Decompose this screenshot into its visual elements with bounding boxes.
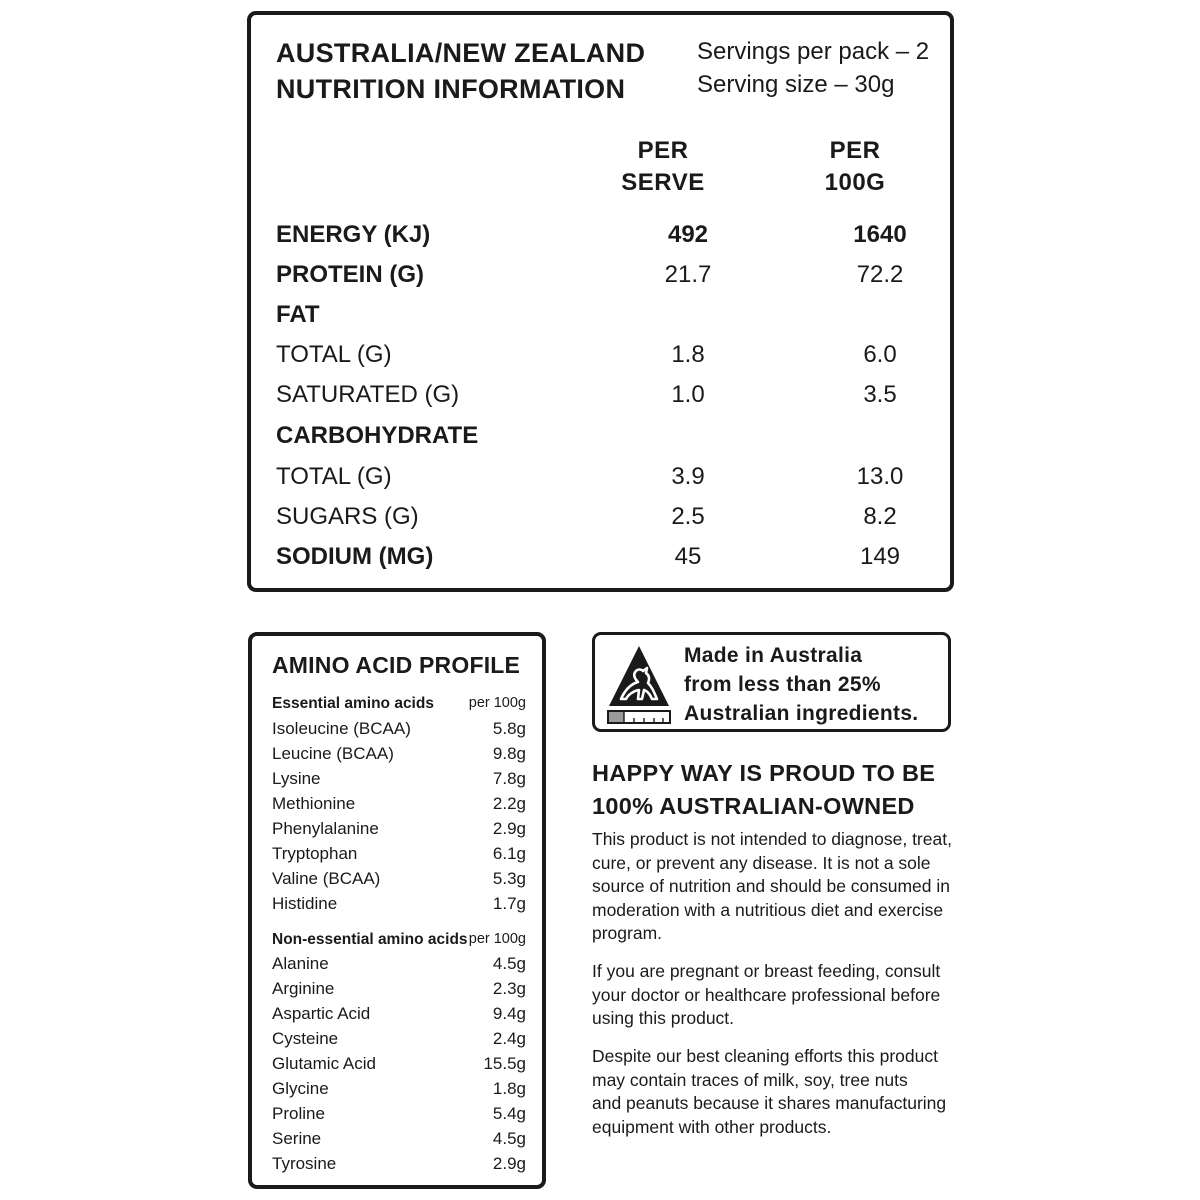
amino-value: 7.8g	[492, 769, 526, 788]
made-in-line3: Australian ingredients.	[684, 702, 919, 725]
nutrition-row-fat-saturated	[276, 375, 936, 415]
amino-value: 4.5g	[492, 954, 526, 973]
amino-name: Valine (BCAA)	[272, 869, 381, 888]
value-per-serve: 3.9	[671, 463, 705, 490]
nonessential-unit-label: per 100g	[468, 931, 526, 947]
column-header-per-100g-line2: 100G	[824, 169, 886, 196]
disclaimer-line: your doctor or healthcare professional before	[592, 984, 941, 1005]
amino-name: Cysteine	[272, 1029, 339, 1048]
made-in-australia-badge	[592, 632, 951, 732]
nutrient-label: FAT	[276, 301, 320, 328]
amino-name: Lysine	[272, 769, 321, 788]
value-per-serve: 2.5	[671, 503, 705, 530]
amino-name: Serine	[272, 1129, 322, 1148]
amino-name: Proline	[272, 1104, 325, 1123]
amino-row	[272, 791, 526, 816]
value-per-100g: 149	[859, 543, 901, 570]
australian-owned-heading-line1: HAPPY WAY IS PROUD TO BE	[592, 760, 936, 786]
disclaimer-line: equipment with other products.	[592, 1116, 832, 1137]
value-per-100g: 72.2	[856, 261, 904, 288]
amino-value: 1.7g	[492, 894, 526, 913]
amino-acid-profile-panel	[248, 632, 546, 1189]
value-per-100g: 1640	[853, 221, 907, 248]
column-header-per-100g-line1: PER	[829, 137, 881, 164]
nutrition-row-fat-total	[276, 335, 936, 375]
value-per-serve: 1.0	[671, 381, 705, 408]
australian-owned-heading-line2: 100% AUSTRALIAN-OWNED	[592, 793, 915, 819]
amino-row	[272, 1151, 526, 1176]
made-in-line2: from less than 25%	[684, 673, 881, 696]
nutrient-label: PROTEIN (G)	[276, 261, 424, 288]
nutrition-title-line1: AUSTRALIA/NEW ZEALAND	[276, 38, 646, 68]
nutrition-row-carbohydrate-total	[276, 457, 936, 497]
disclaimer-line: cure, or prevent any disease. It is not a sole	[592, 852, 931, 873]
amino-row	[272, 1051, 526, 1076]
nonessential-heading-label: Non-essential amino acids	[272, 931, 468, 948]
disclaimer-paragraph-pregnancy	[592, 960, 962, 1031]
amino-name: Tyrosine	[272, 1154, 337, 1173]
essential-heading-label: Essential amino acids	[272, 695, 434, 712]
amino-name: Tryptophan	[272, 844, 358, 863]
amino-title: AMINO ACID PROFILE	[272, 652, 521, 678]
disclaimer-line: using this product.	[592, 1008, 735, 1028]
amino-name: Phenylalanine	[272, 819, 379, 838]
amino-name: Histidine	[272, 894, 338, 913]
amino-row	[272, 951, 526, 976]
made-in-line1: Made in Australia	[684, 644, 863, 667]
nutrient-label: SUGARS (G)	[276, 503, 419, 530]
amino-value: 5.4g	[492, 1104, 526, 1123]
amino-name: Glycine	[272, 1079, 329, 1098]
amino-row	[272, 1101, 526, 1126]
column-header-per-serve-line2: SERVE	[621, 169, 705, 196]
disclaimer-line: may contain traces of milk, soy, tree nuts	[592, 1069, 908, 1090]
amino-value: 15.5g	[483, 1054, 526, 1073]
amino-name: Methionine	[272, 794, 356, 813]
disclaimer-line: This product is not intended to diagnose, treat,	[592, 829, 952, 849]
essential-amino-heading	[272, 691, 526, 716]
amino-value: 9.4g	[492, 1004, 526, 1023]
nutrition-row-carbohydrate-heading	[276, 416, 936, 456]
nutrient-label: ENERGY (KJ)	[276, 221, 431, 248]
amino-value: 5.8g	[492, 719, 526, 738]
value-per-serve: 45	[674, 543, 702, 570]
amino-name: Leucine (BCAA)	[272, 744, 394, 763]
nutrient-label: TOTAL (G)	[276, 341, 392, 368]
amino-row	[272, 1076, 526, 1101]
amino-name: Alanine	[272, 954, 329, 973]
nutrition-title	[276, 35, 645, 107]
nonessential-amino-heading	[272, 927, 526, 952]
amino-name: Isoleucine (BCAA)	[272, 719, 411, 738]
amino-row	[272, 766, 526, 791]
nutrient-label: SATURATED (G)	[276, 381, 460, 408]
value-per-100g: 13.0	[856, 463, 904, 490]
amino-value: 1.8g	[492, 1079, 526, 1098]
disclaimer-paragraph-allergens	[592, 1045, 962, 1139]
amino-row	[272, 891, 526, 916]
disclaimer-line: If you are pregnant or breast feeding, consult	[592, 961, 941, 981]
value-per-serve: 1.8	[671, 341, 705, 368]
nutrition-row-energy	[276, 215, 936, 255]
amino-value: 2.3g	[492, 979, 526, 998]
nutrition-row-protein	[276, 255, 936, 295]
amino-name: Aspartic Acid	[272, 1004, 371, 1023]
amino-row	[272, 1001, 526, 1026]
value-per-serve: 492	[667, 221, 709, 248]
amino-value: 9.8g	[492, 744, 526, 763]
value-per-100g: 3.5	[863, 381, 897, 408]
nutrition-row-fat-heading	[276, 295, 936, 335]
amino-value: 6.1g	[492, 844, 526, 863]
amino-value: 2.4g	[492, 1029, 526, 1048]
nutrient-label: SODIUM (MG)	[276, 543, 434, 570]
amino-value: 2.9g	[492, 1154, 526, 1173]
amino-value: 2.9g	[492, 819, 526, 838]
serving-info	[697, 35, 929, 101]
amino-value: 2.2g	[492, 794, 526, 813]
amino-row	[272, 816, 526, 841]
amino-row	[272, 716, 526, 741]
nutrition-title-line2: NUTRITION INFORMATION	[276, 74, 626, 104]
amino-row	[272, 1026, 526, 1051]
column-header-per-serve	[603, 135, 723, 199]
value-per-100g: 8.2	[863, 503, 897, 530]
amino-row	[272, 1126, 526, 1151]
serving-size: Serving size – 30g	[697, 71, 895, 98]
amino-row	[272, 841, 526, 866]
amino-row	[272, 741, 526, 766]
column-header-per-100g	[795, 135, 915, 199]
nutrient-label: TOTAL (G)	[276, 463, 392, 490]
amino-name: Glutamic Acid	[272, 1054, 376, 1073]
nutrient-label: CARBOHYDRATE	[276, 422, 479, 449]
nutrition-row-sugars	[276, 497, 936, 537]
made-in-australia-text	[684, 641, 918, 728]
amino-row	[272, 976, 526, 1001]
disclaimer-line: Despite our best cleaning efforts this product	[592, 1046, 938, 1066]
disclaimer-line: and peanuts because it shares manufacturing	[592, 1093, 947, 1113]
value-per-serve: 21.7	[664, 261, 712, 288]
amino-value: 5.3g	[492, 869, 526, 888]
disclaimer-line: source of nutrition and should be consumed in	[592, 876, 951, 896]
amino-name: Arginine	[272, 979, 335, 998]
nutrition-information-panel	[247, 11, 954, 592]
disclaimer-line: program.	[592, 923, 663, 943]
kangaroo-triangle-icon	[607, 644, 671, 724]
australian-owned-heading	[592, 757, 935, 823]
ingredient-percentage-bar	[609, 712, 624, 722]
disclaimer-paragraph-medical	[592, 828, 962, 946]
value-per-100g: 6.0	[863, 341, 897, 368]
disclaimer-line: moderation with a nutritious diet and exercise	[592, 899, 944, 920]
essential-unit-label: per 100g	[468, 695, 526, 711]
column-header-per-serve-line1: PER	[637, 137, 689, 164]
nutrition-row-sodium	[276, 537, 936, 577]
amino-row	[272, 866, 526, 891]
servings-per-pack: Servings per pack – 2	[697, 38, 930, 65]
amino-value: 4.5g	[492, 1129, 526, 1148]
